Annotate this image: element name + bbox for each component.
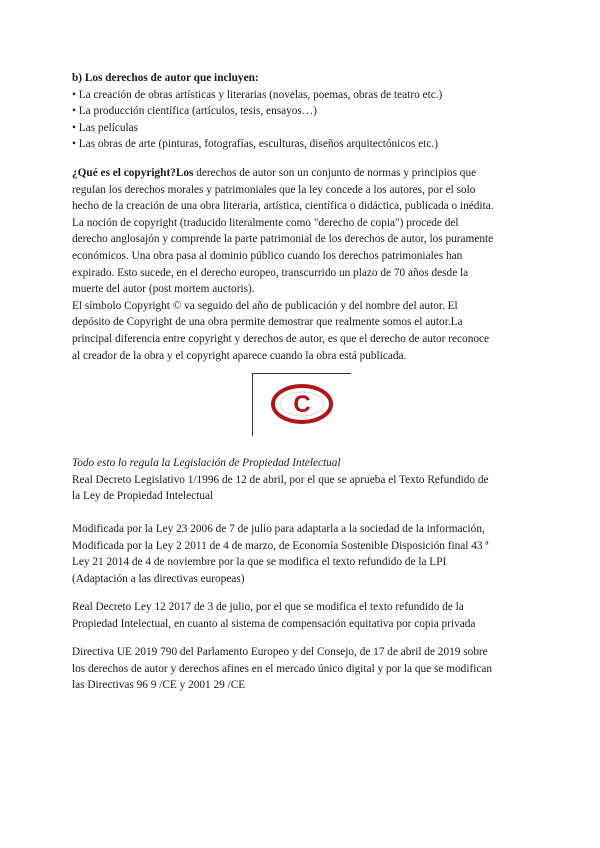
paragraph-line: Real Decreto Legislativo 1/1996 de 12 de abril, por el que se aprueba el Texto Refundido de [72, 473, 489, 486]
list-item: • Las películas [72, 121, 139, 134]
paragraph-line: las Directivas 96 9 /CE y 2001 29 /CE [72, 679, 246, 692]
list-item: • La creación de obras artísticas y literarias (novelas, poemas, obras de teatro etc.) [72, 88, 443, 101]
paragraph-line: la Ley de Propiedad Intelectual [72, 490, 214, 503]
paragraph-line: muerte del autor (post mortem auctoris). [72, 283, 255, 296]
section-heading: b) Los derechos de autor que incluyen: [72, 72, 259, 84]
paragraph-line: Propiedad Intelectual, en cuanto al sistema de compensación equitativa por copia privada [72, 617, 476, 630]
legislation-directive-2019 [72, 644, 532, 694]
paragraph-line: derechos de autor son un conjunto de normas y principios que [193, 167, 477, 179]
paragraph-line: principal diferencia entre copyright y derechos de autor, es que el derecho de autor reconoce [72, 332, 490, 345]
copyright-logo-frame [252, 373, 351, 436]
paragraph-line: regulan los derechos morales y patrimoniales que la ley concede a los autores, por el solo [72, 183, 476, 196]
paragraph-line: (Adaptación a las directivas europeas) [72, 572, 245, 585]
copyright-definition [72, 165, 532, 364]
paragraph-line: económicos. Una obra pasa al dominio público cuando los derechos patrimoniales han [72, 249, 463, 262]
paragraph-line: depósito de Copyright de una obra permite demostrar que realmente somos el autor.La [72, 316, 463, 329]
paragraph-line: al creador de la obra y el copyright aparece cuando la obra está publicada. [72, 349, 407, 362]
legislation-intro: Todo esto lo regula la Legislación de Propiedad Intelectual [72, 457, 341, 469]
rights-list-section [72, 70, 532, 153]
legislation-section [72, 455, 532, 505]
paragraph-line: Modificada por la Ley 2 2011 de 4 de marzo, de Economía Sostenible Disposición final 43 ª [72, 539, 489, 552]
paragraph-line: hecho de la creación de una obra literaria, artística, científica o didáctica, publicada o inédita. [72, 200, 494, 213]
paragraph-line: Ley 21 2014 de 4 de noviembre por la que se modifica el texto refundido de la LPI [72, 556, 447, 569]
paragraph-line: El símbolo Copyright © va seguido del año de publicación y del nombre del autor. El [72, 299, 458, 312]
paragraph-line: Directiva UE 2019 790 del Parlamento Europeo y del Consejo, de 17 de abril de 2019 sobre [72, 646, 488, 658]
paragraph-line: derecho anglosajón y comprende la parte patrimonial de los derechos de autor, los puramente [72, 233, 494, 246]
paragraph-line: Real Decreto Ley 12 2017 de 3 de julio, por el que se modifica el texto refundido de la [72, 601, 464, 613]
paragraph-line: expirado. Esto sucede, en el derecho europeo, transcurrido un plazo de 70 años desde la [72, 266, 469, 279]
paragraph-line: Modificada por la Ley 23 2006 de 7 de julio para adaptarla a la sociedad de la información, [72, 523, 485, 535]
paragraph-line: los derechos de autor y derechos afines en el mercado único digital y por la que se modifican [72, 662, 493, 675]
list-item: • Las obras de arte (pinturas, fotografías, esculturas, diseños arquitectónicos etc.) [72, 138, 438, 151]
list-item: • La producción científica (artículos, tesis, ensayos…) [72, 105, 317, 118]
copyright-question: ¿Qué es el copyright?Los [72, 167, 194, 179]
legislation-modifications [72, 521, 532, 587]
paragraph-line: La noción de copyright (traducido literalmente como "derecho de copia") procede del [72, 216, 459, 229]
copyright-symbol-icon [271, 384, 333, 424]
legislation-decree-2017 [72, 599, 532, 632]
copyright-letter: C [293, 391, 311, 418]
